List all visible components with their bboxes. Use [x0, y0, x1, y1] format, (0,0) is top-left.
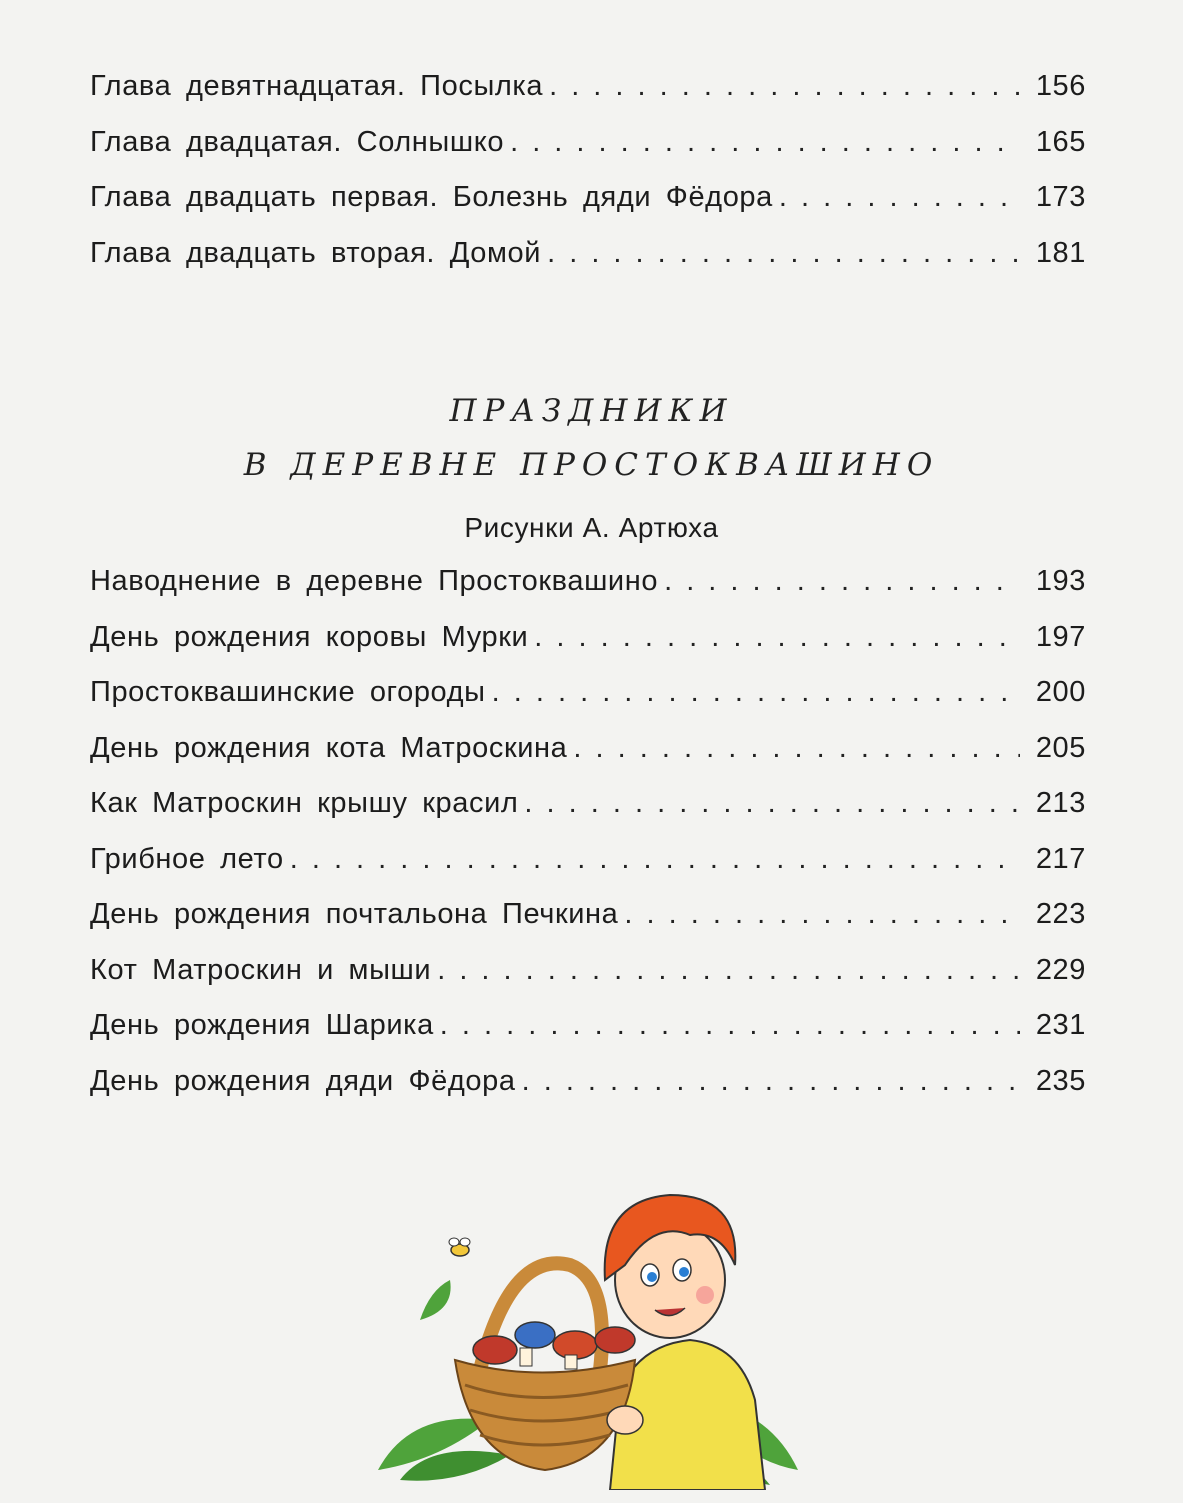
toc-entry-title: Грибное лето — [90, 842, 284, 875]
toc-dot-leader — [524, 787, 1020, 820]
toc-dot-leader — [492, 676, 1020, 709]
boy-hand — [607, 1406, 643, 1434]
toc-entry-page: 181 — [1035, 236, 1086, 269]
toc-entry-page: 173 — [1035, 181, 1086, 213]
section-title-line-2: В ДЕРЕВНЕ ПРОСТОКВАШИНО — [243, 447, 940, 483]
boy-with-mushroom-basket-illustration — [370, 1170, 800, 1490]
leaf-icon — [420, 1280, 451, 1320]
toc-entry — [90, 732, 1086, 788]
toc-entry-title: День рождения почтальона Печкина — [90, 898, 619, 930]
toc-entry-page: 156 — [1035, 70, 1086, 102]
toc-dot-leader — [664, 565, 1020, 598]
section-title-line-1: ПРАЗДНИКИ — [449, 393, 734, 429]
toc-entry-title: День рождения Шарика — [90, 1009, 434, 1041]
toc-entry — [90, 565, 1086, 621]
toc-entry-title: Глава двадцать первая. Болезнь дяди Фёдора — [90, 181, 773, 213]
toc-entry-title: Простоквашинские огороды — [90, 676, 486, 708]
toc-entry-title: Кот Матроскин и мыши — [90, 953, 432, 986]
toc-entry-title: Как Матроскин крышу красил — [90, 787, 519, 819]
toc-entry — [90, 787, 1086, 843]
toc-entry-page: 231 — [1035, 1009, 1086, 1041]
toc-entry — [90, 621, 1086, 677]
toc-entry — [90, 676, 1086, 732]
toc-entry-title: Глава двадцать вторая. Домой — [90, 236, 542, 269]
toc-entry-page: 223 — [1035, 898, 1086, 930]
toc-dot-leader — [547, 237, 1020, 270]
toc-entry — [90, 843, 1086, 899]
section-subtitle: Рисунки А. Артюха — [464, 512, 719, 543]
toc-dot-leader — [549, 70, 1020, 103]
toc-entry — [90, 237, 1086, 293]
toc-dot-leader — [522, 1065, 1020, 1098]
toc-entry-page: 193 — [1035, 565, 1086, 597]
toc-entry-page: 165 — [1035, 125, 1086, 158]
toc-entry-page: 229 — [1035, 953, 1086, 986]
toc-entry-page: 235 — [1035, 1064, 1086, 1097]
table-of-contents-part-2 — [90, 565, 1086, 1120]
toc-entry — [90, 1009, 1086, 1065]
toc-entry-title: День рождения коровы Мурки — [90, 620, 529, 653]
toc-entry-title: День рождения кота Матроскина — [90, 731, 568, 764]
toc-dot-leader — [534, 621, 1020, 654]
toc-dot-leader — [624, 898, 1020, 931]
bee-icon — [449, 1238, 470, 1256]
toc-dot-leader — [573, 732, 1020, 765]
toc-entry — [90, 126, 1086, 182]
toc-dot-leader — [437, 954, 1020, 987]
toc-dot-leader — [779, 181, 1020, 214]
toc-entry-title: День рождения дяди Фёдора — [90, 1064, 516, 1097]
toc-dot-leader — [290, 843, 1020, 876]
toc-entry-title: Наводнение в деревне Простоквашино — [90, 565, 659, 597]
toc-dot-leader — [440, 1009, 1020, 1042]
toc-entry-page: 205 — [1035, 731, 1086, 764]
toc-entry — [90, 1065, 1086, 1121]
toc-dot-leader — [510, 126, 1020, 159]
toc-entry — [90, 181, 1086, 237]
toc-entry-title: Глава девятнадцатая. Посылка — [90, 70, 544, 102]
toc-entry-title: Глава двадцатая. Солнышко — [90, 125, 505, 158]
toc-entry — [90, 954, 1086, 1010]
toc-entry-page: 213 — [1035, 787, 1086, 819]
toc-entry-page: 197 — [1035, 620, 1086, 653]
table-of-contents-part-1 — [90, 70, 1086, 292]
toc-entry-page: 200 — [1035, 676, 1086, 708]
toc-entry-page: 217 — [1035, 842, 1086, 875]
toc-entry — [90, 898, 1086, 954]
toc-entry — [90, 70, 1086, 126]
